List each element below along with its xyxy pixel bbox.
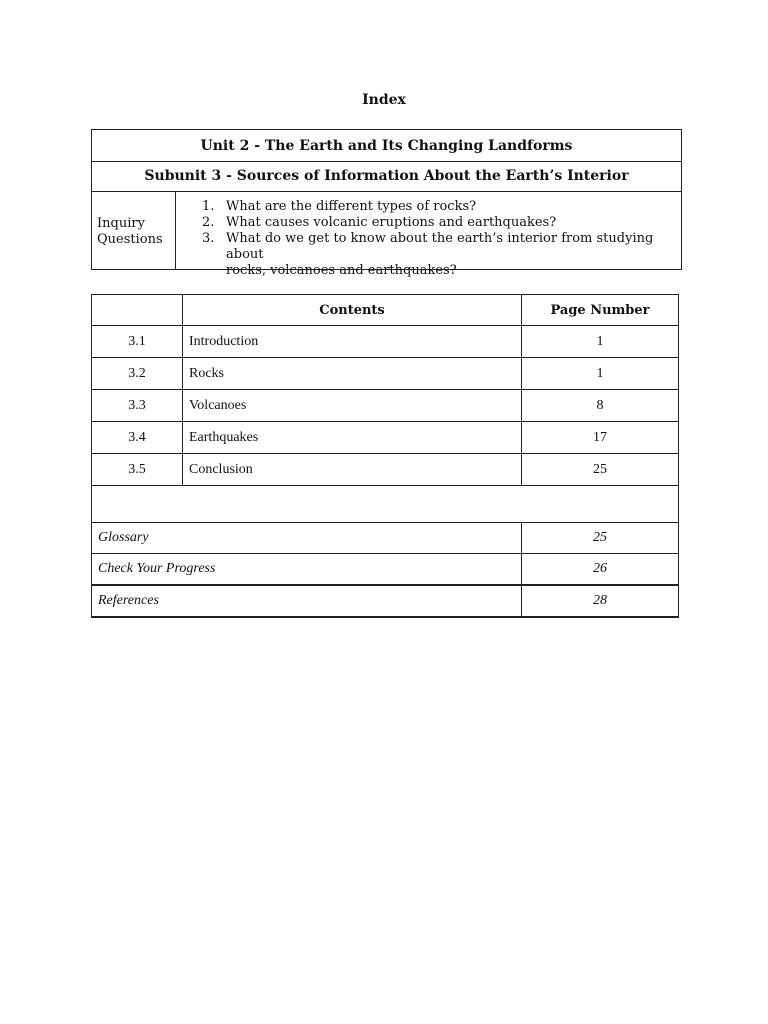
section-number: 3.4 [92,422,183,454]
section-title: Earthquakes [183,422,522,454]
question-text: What causes volcanic eruptions and earthquakes? [226,215,557,230]
subunit-title: Subunit 3 - Sources of Information About the Earth’s Interior [144,168,629,184]
page-title: Index [362,92,406,108]
question-text: What do we get to know about the earth’s interior from studying about [226,231,654,262]
page-number: 8 [522,390,679,422]
unit-title: Unit 2 - The Earth and Its Changing Landforms [200,138,573,154]
question-text: rocks, volcanoes and earthquakes? [226,263,457,278]
question-number: 3. [202,231,215,246]
table-row [92,422,679,454]
table-row [92,358,679,390]
blank-cell [92,486,679,523]
table-row [92,554,679,586]
inquiry-questions-list [202,199,672,279]
question-item [202,215,672,231]
section-number: 3.1 [92,326,183,358]
extra-title: Glossary [92,523,522,554]
table-row [92,585,679,617]
page-number-header: Page Number [522,295,679,326]
table-row [92,326,679,358]
table-row [92,390,679,422]
question-item [202,199,672,215]
table-row [92,454,679,486]
section-number: 3.2 [92,358,183,390]
question-number: 1. [202,199,215,214]
page-number: 17 [522,422,679,454]
unit-info-box [91,129,682,278]
inquiry-label-line: Questions [97,232,163,247]
page-number: 1 [522,326,679,358]
question-item [202,231,672,279]
page-number: 25 [522,523,679,554]
divider [175,191,176,269]
table-row [92,523,679,554]
question-number: 2. [202,215,215,230]
table-header-row [92,295,679,326]
section-number: 3.3 [92,390,183,422]
divider [92,161,681,162]
inquiry-questions-label [97,216,163,248]
section-title: Rocks [183,358,522,390]
section-header-cell [92,295,183,326]
page-number: 1 [522,358,679,390]
extra-title: References [92,585,522,617]
divider [92,191,681,192]
section-title: Volcanoes [183,390,522,422]
section-number: 3.5 [92,454,183,486]
question-text: What are the different types of rocks? [226,199,477,214]
section-title: Introduction [183,326,522,358]
page-number: 25 [522,454,679,486]
extra-title: Check Your Progress [92,554,522,586]
section-title: Conclusion [183,454,522,486]
contents-header: Contents [183,295,522,326]
inquiry-label-line: Inquiry [97,216,145,231]
blank-row [92,486,679,523]
page-number: 26 [522,554,679,586]
page-number: 28 [522,585,679,617]
contents-table [91,294,679,618]
